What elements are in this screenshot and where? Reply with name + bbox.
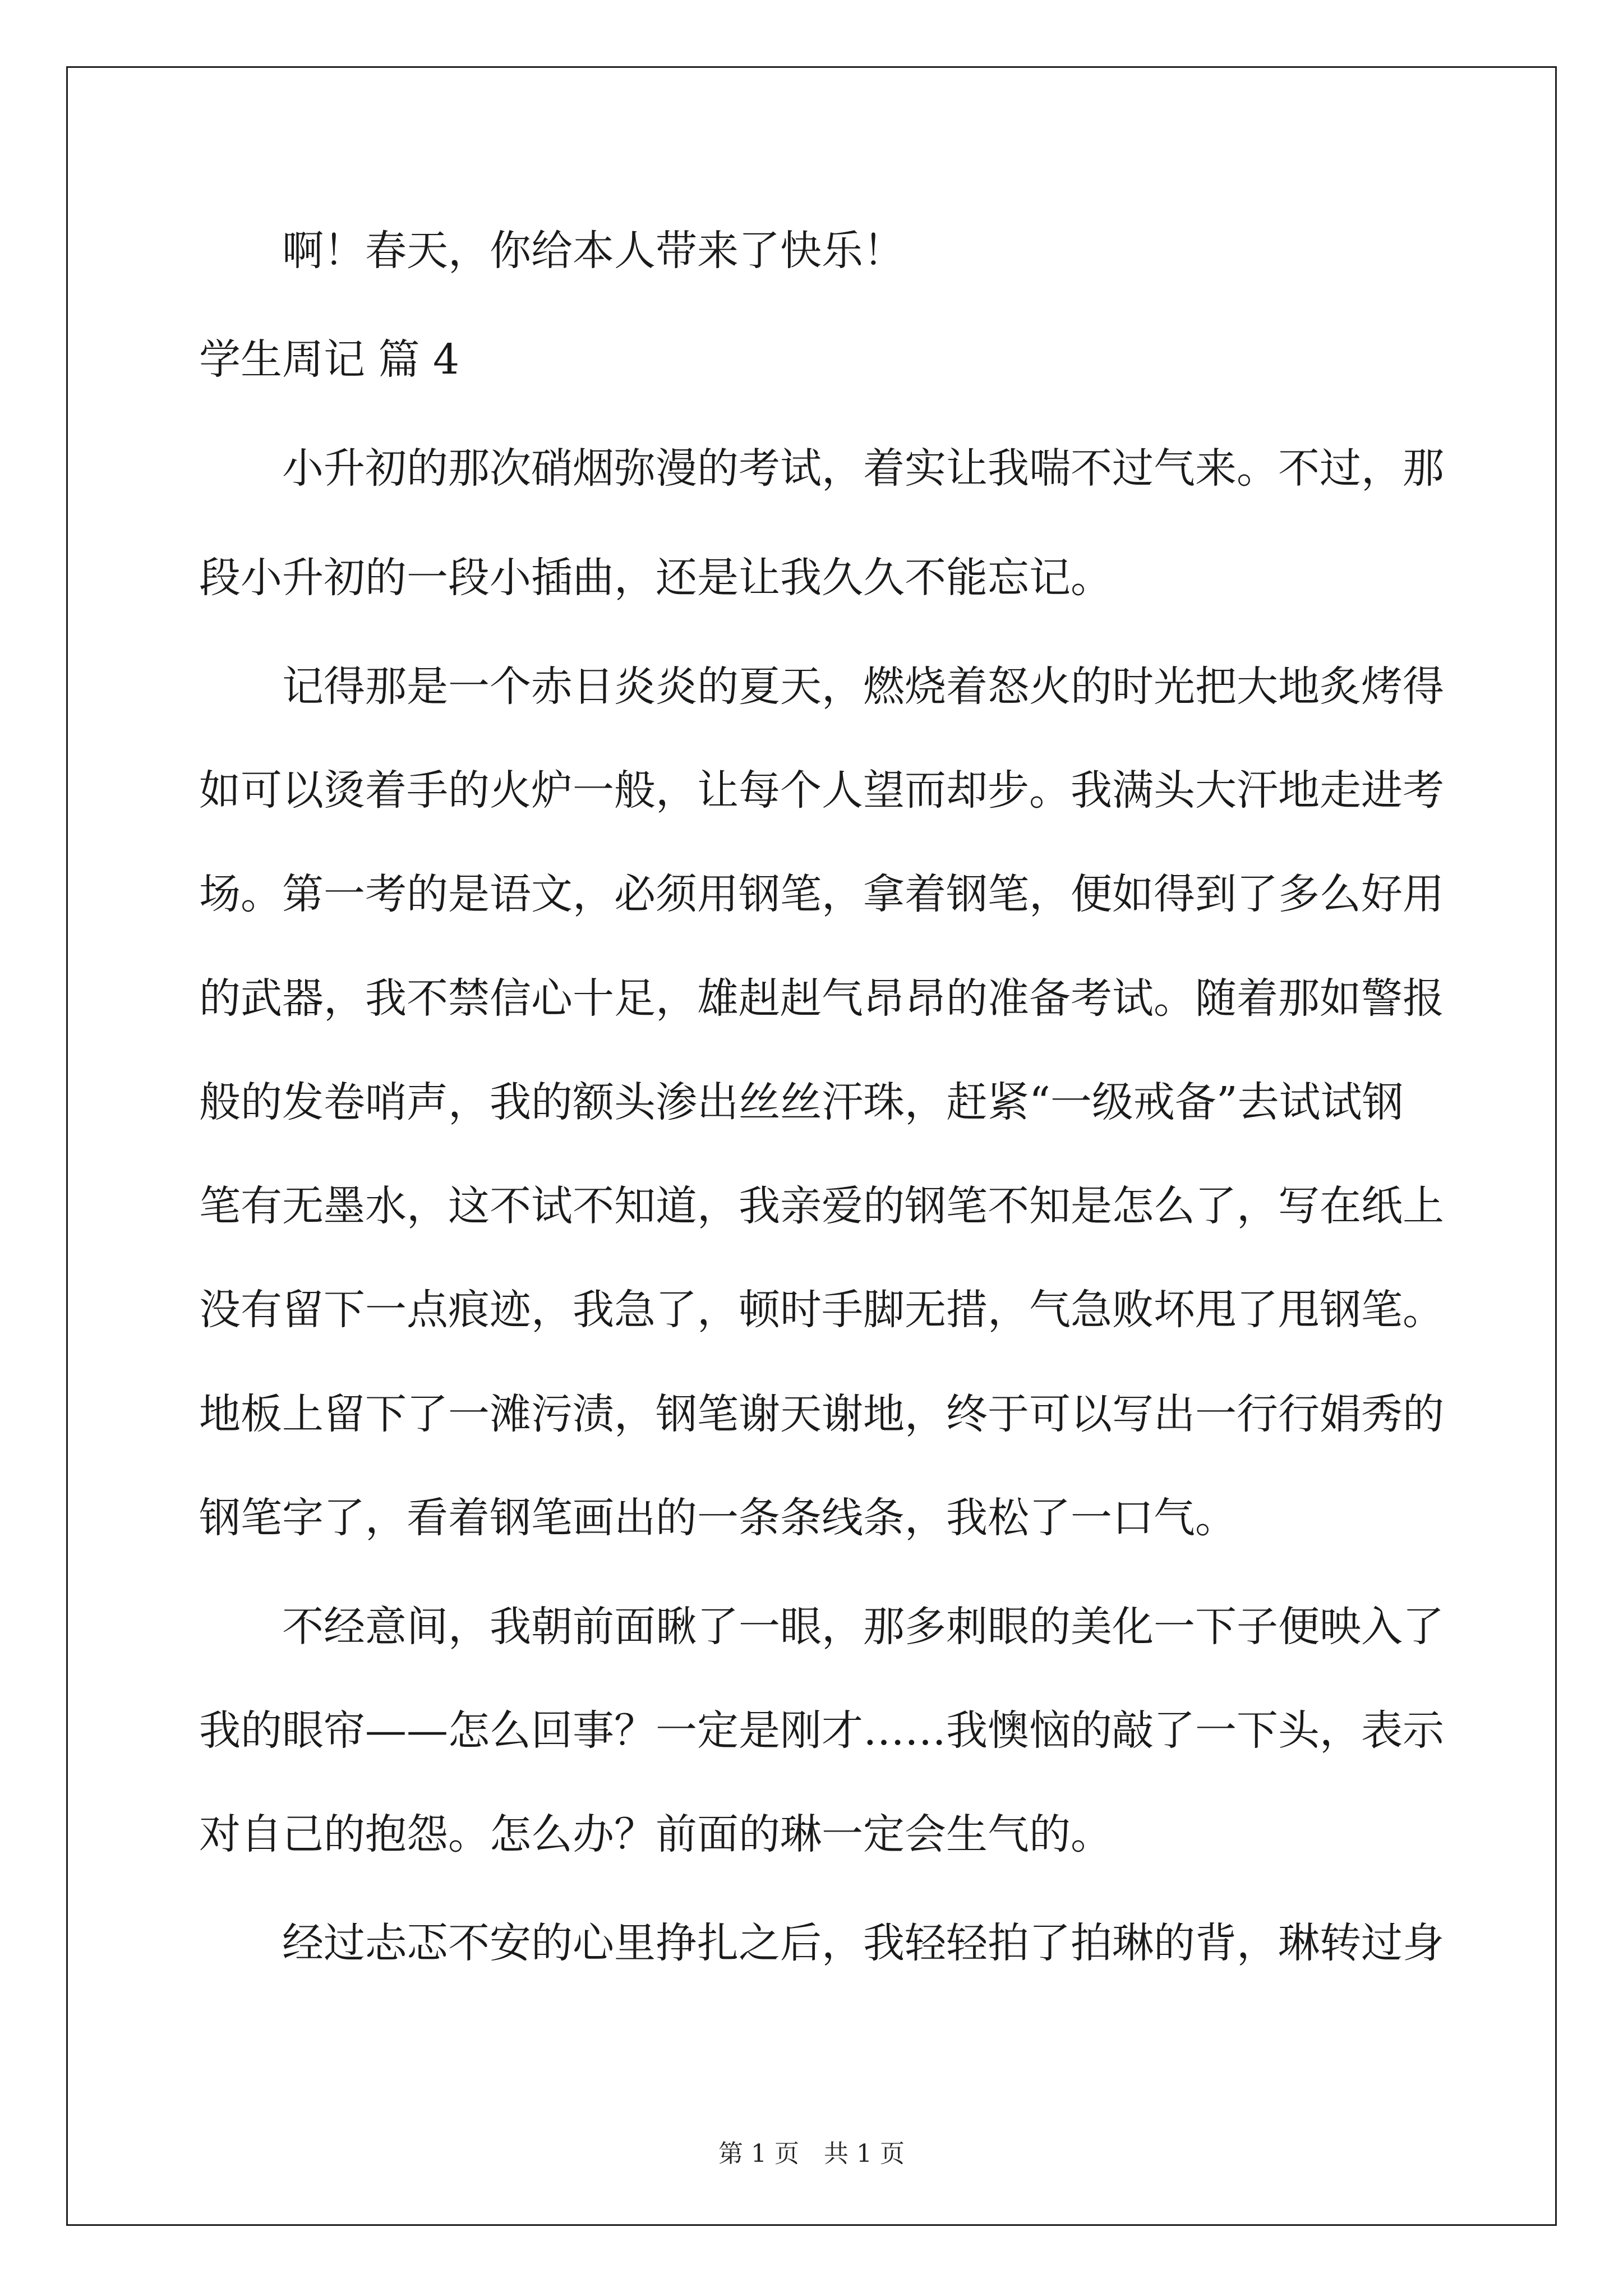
text-line: 经过忐忑不安的心里挣扎之后，我轻轻拍了拍琳的背，琳转过身 [282,1919,1444,1967]
text-line: 地板上留下了一滩污渍，钢笔谢天谢地，终于可以写出一行行娟秀的 [199,1390,1444,1438]
page-footer: 第 1 页 共 1 页 [718,2139,905,2168]
text-line: 我的眼帘——怎么回事？一定是刚才……我懊恼的敲了一下头，表示 [199,1706,1444,1755]
text-line: 钢笔字了，看着钢笔画出的一条条线条，我松了一口气。 [199,1494,1237,1542]
text-line: 对自己的抱怨。怎么办？前面的琳一定会生气的。 [199,1810,1112,1858]
text-line: 段小升初的一段小插曲，还是让我久久不能忘记。 [199,554,1112,602]
text-line: 的武器，我不禁信心十足，雄赳赳气昂昂的准备考试。随着那如警报 [199,974,1444,1023]
text-line: 小升初的那次硝烟弥漫的考试，着实让我喘不过气来。不过，那 [282,444,1444,493]
text-line: 如可以烫着手的火炉一般，让每个人望而却步。我满头大汗地走进考 [199,766,1444,815]
text-line: 记得那是一个赤日炎炎的夏天，燃烧着怒火的时光把大地炙烤得 [282,662,1444,711]
text-line: 笔有无墨水，这不试不知道，我亲爱的钢笔不知是怎么了，写在纸上 [199,1182,1444,1230]
text-line: 啊！春天，你给本人带来了快乐！ [282,227,905,275]
section-heading: 学生周记 篇 4 [199,335,460,384]
page-border [66,66,1557,2226]
text-line: 没有留下一点痕迹，我急了，顿时手脚无措，气急败坏甩了甩钢笔。 [199,1286,1444,1334]
text-line: 不经意间，我朝前面瞅了一眼，那多刺眼的美化一下子便映入了 [282,1603,1444,1651]
text-line: 般的发卷哨声，我的额头渗出丝丝汗珠，赶紧“一级戒备”去试试钢 [199,1078,1404,1126]
text-line: 场。第一考的是语文，必须用钢笔，拿着钢笔，便如得到了多么好用 [199,870,1444,918]
